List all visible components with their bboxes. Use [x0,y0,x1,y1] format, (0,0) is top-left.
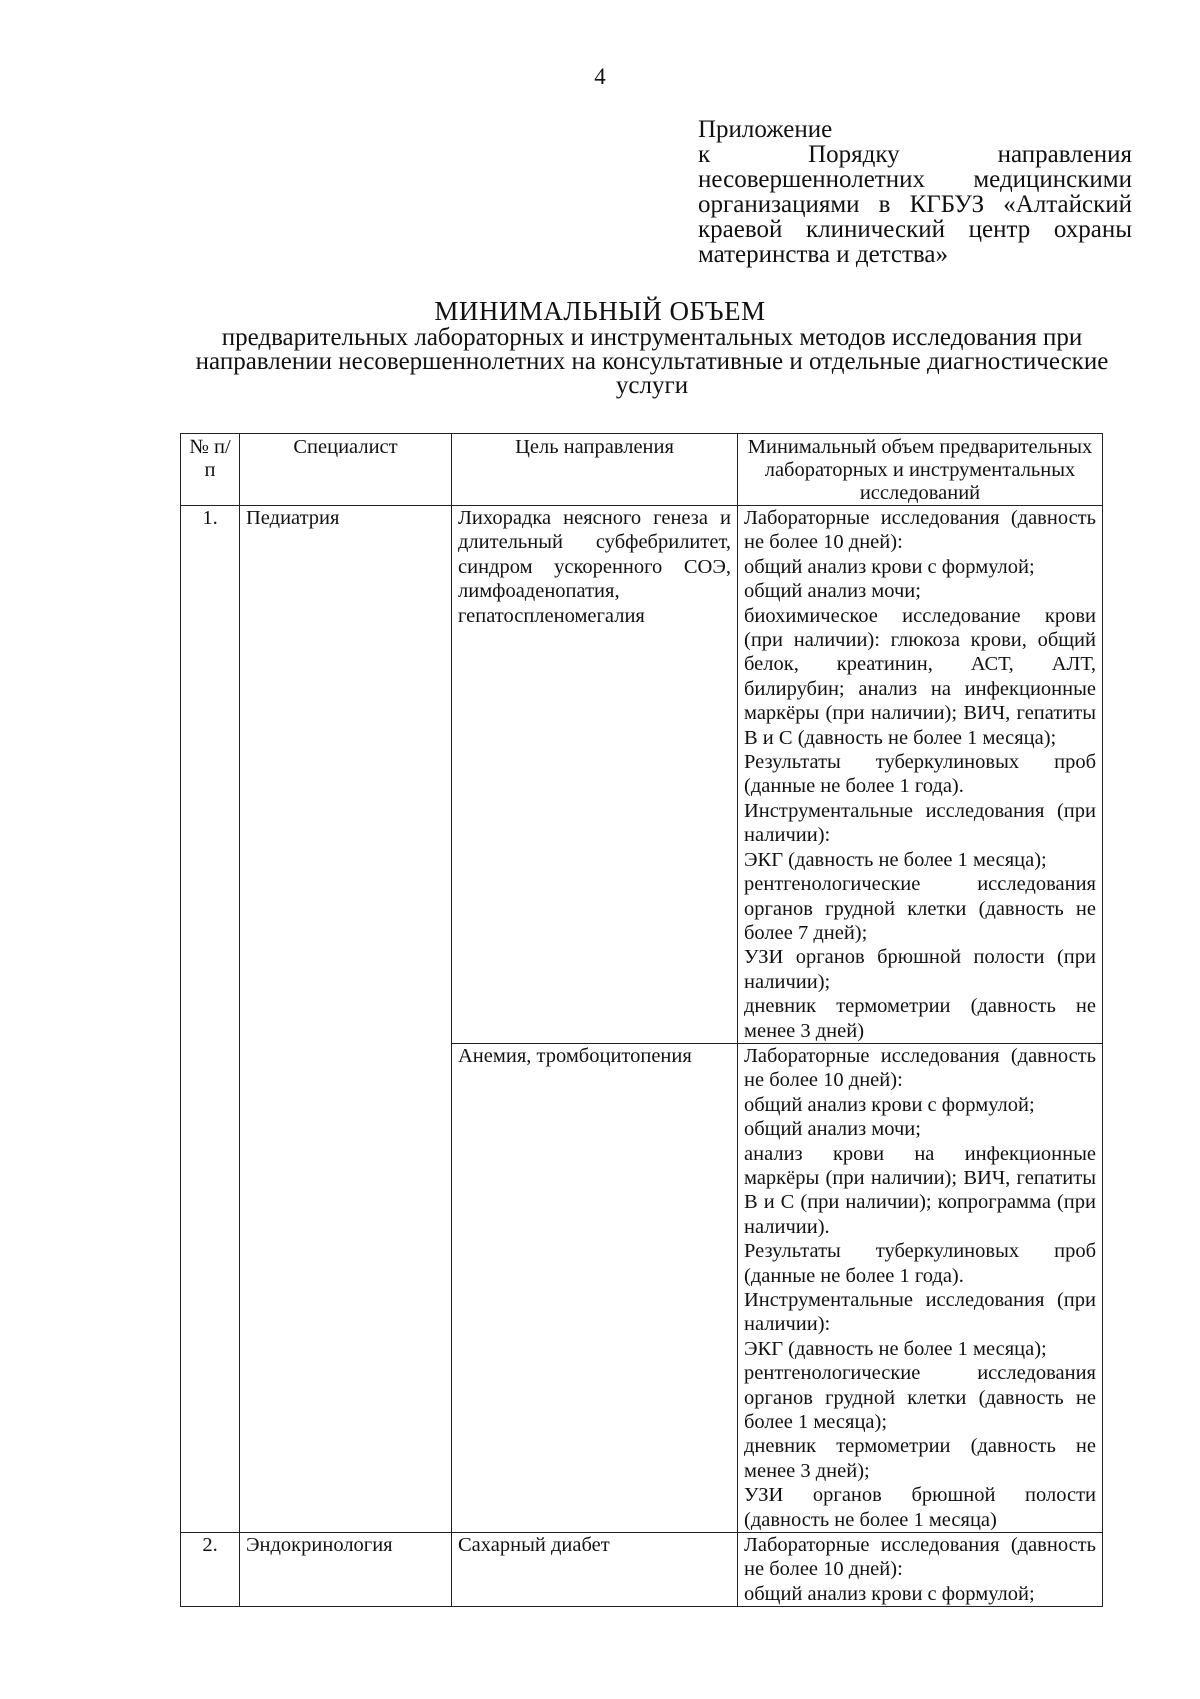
requirement-line: рентгенологические исследования органов грудной клетки (давность не более 7 дней); [744,873,1096,944]
requirement-line: общий анализ мочи; [744,1118,921,1141]
requirement-line: общий анализ крови с формулой; [744,1582,1035,1605]
row-num: 2. [181,1533,240,1607]
requirement-line: ЭКГ (давность не более 1 месяца); [744,1337,1047,1360]
table-row [181,1533,1103,1607]
row-specialist: Педиатрия [240,506,452,1533]
header-num: № п/п [181,434,240,506]
row-requirements [738,1533,1103,1607]
row-goal: Лихорадка неясного генеза и длительный субфебрилитет, синдром ускоренного СОЭ, лимфоаденопатия, гепатоспленомегалия [452,506,738,1044]
requirement-line: общий анализ мочи; [744,580,921,603]
requirement-line: общий анализ крови с формулой; [744,555,1035,578]
requirement-line: Результаты туберкулиновых проб (данные не более 1 года). [744,751,1096,798]
requirement-line: Инструментальные исследования (при наличии): [744,1289,1096,1336]
requirements-table [180,433,1103,1607]
row-requirements [738,1043,1103,1532]
document-subtitle: предварительных лабораторных и инструментальных методов исследования при направлении несовершеннолетних на консультативные и отдельные диагностические услуги [195,324,1109,399]
row-goal: Сахарный диабет [452,1533,738,1607]
requirement-line: рентгенологические исследования органов грудной клетки (давность не более 1 месяца); [744,1362,1096,1434]
table-header-row [181,434,1103,506]
row-specialist: Эндокринология [240,1533,452,1607]
row-requirements [738,506,1103,1044]
requirement-line: Лабораторные исследования (давность не более 10 дней): [744,507,1096,554]
page-number: 4 [594,64,606,89]
header-requirements: Минимальный объем предварительных лабораторных и инструментальных исследований [738,434,1103,506]
row-goal: Анемия, тромбоцитопения [452,1043,738,1532]
requirement-line: дневник термометрии (давность не менее 3 дней) [744,995,1096,1042]
document-title: МИНИМАЛЬНЫЙ ОБЪЕМ [434,296,766,326]
requirement-line: Инструментальные исследования (при наличии): [744,799,1096,847]
requirement-line: дневник термометрии (давность не менее 3 дней); [744,1435,1096,1482]
requirement-line: УЗИ органов брюшной полости (при наличии); [744,946,1096,993]
appendix-block [698,117,1132,267]
requirement-line: общий анализ крови с формулой; [744,1093,1035,1116]
header-goal: Цель направления [452,434,738,506]
requirement-line: Лабораторные исследования (давность не более 10 дней): [744,1044,1096,1092]
requirement-line: УЗИ органов брюшной полости (давность не более 1 месяца) [744,1484,1096,1531]
header-specialist: Специалист [240,434,452,506]
requirement-line: анализ крови на инфекционные маркёры (при наличии); ВИЧ, гепатиты В и С (при наличии); копрограмма (при наличии). [744,1142,1096,1238]
requirement-line: биохимическое исследование крови (при наличии): глюкоза крови, общий белок, креатинин, АСТ, АЛТ, билирубин; анализ на инфекционные маркёры (при наличии); ВИЧ, гепатиты В и С (давность не более 1 месяца); [744,604,1096,749]
requirement-line: Лабораторные исследования (давность не более 10 дней): [744,1534,1096,1581]
row-num: 1. [181,506,240,1533]
table-row [181,506,1103,1044]
requirement-line: Результаты туберкулиновых проб (данные не более 1 года). [744,1240,1096,1287]
appendix-heading: Приложение [698,116,833,143]
appendix-text: к Порядку направления несовершеннолетних медицинскими организациями в КГБУЗ «Алтайский краевой клинический центр охраны материнства и детства» [698,141,1132,268]
requirement-line: ЭКГ (давность не более 1 месяца); [744,848,1047,871]
